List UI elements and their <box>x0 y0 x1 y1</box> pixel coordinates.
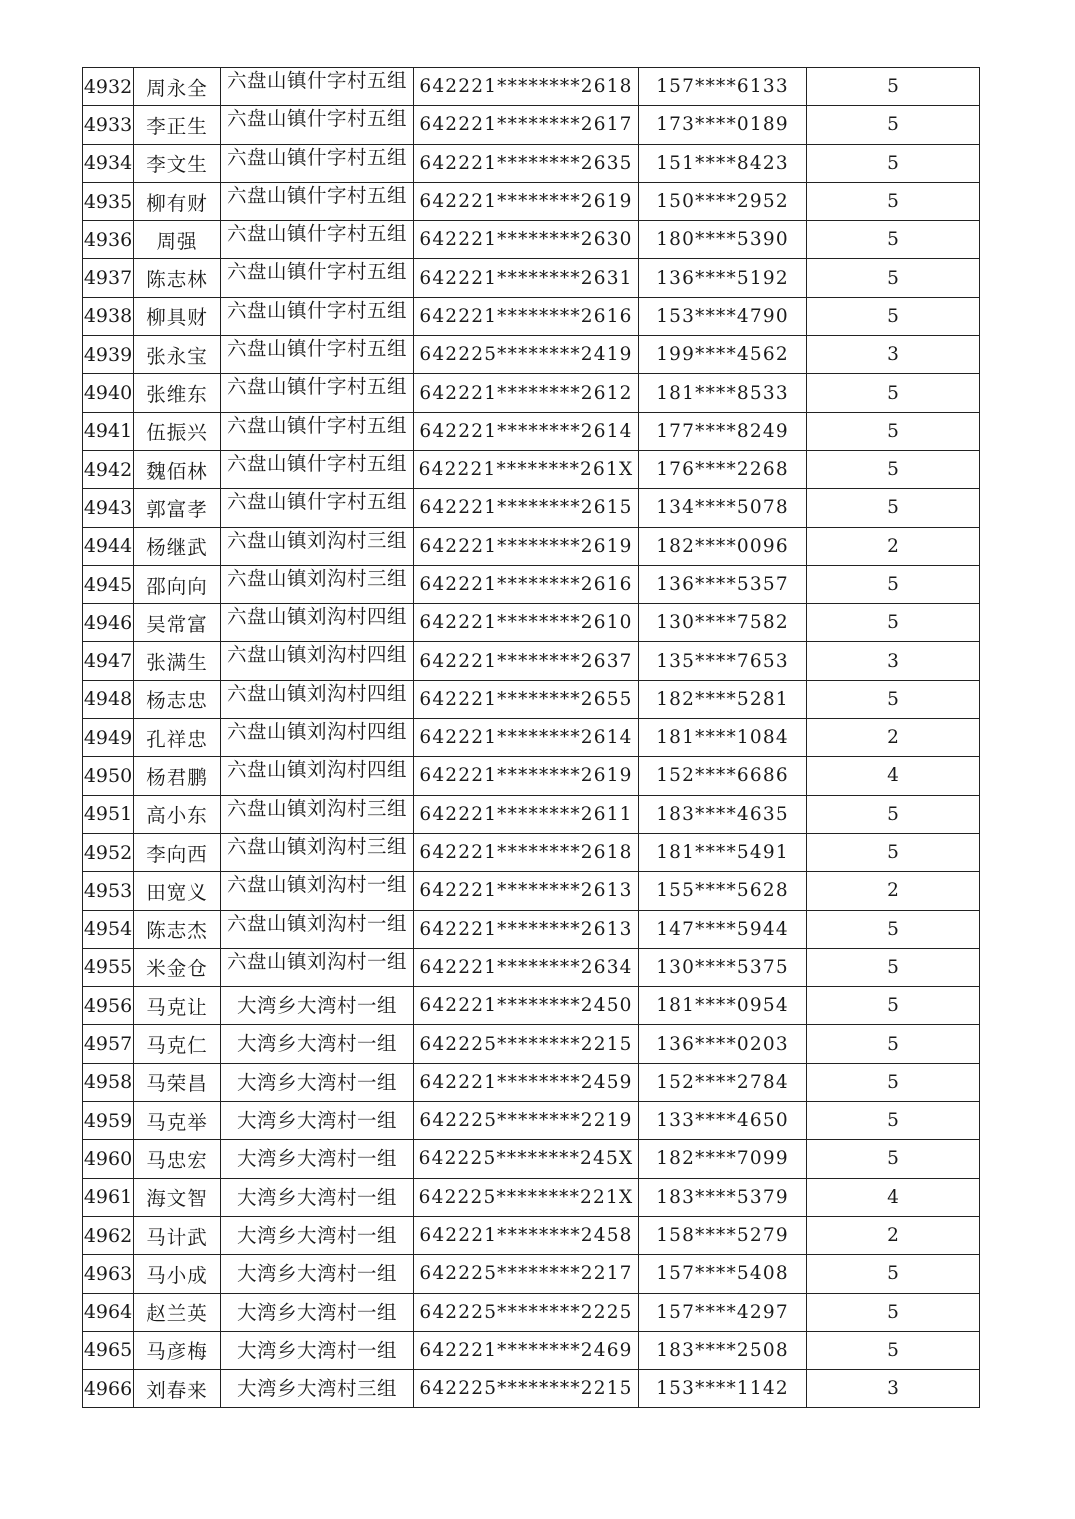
person-name-cell: 孔祥忠 <box>134 719 221 757</box>
phone-number-cell: 150****2952 <box>639 182 807 220</box>
row-number-cell: 4960 <box>83 1140 134 1178</box>
household-count-cell: 2 <box>807 527 980 565</box>
household-count-cell: 5 <box>807 910 980 948</box>
phone-number-cell: 181****1084 <box>639 719 807 757</box>
row-number-cell: 4964 <box>83 1293 134 1331</box>
phone-number-cell: 182****7099 <box>639 1140 807 1178</box>
address-cell <box>221 106 414 144</box>
row-number-cell: 4939 <box>83 336 134 374</box>
address-cell <box>221 987 414 1025</box>
id-number-cell: 642221********2610 <box>414 604 639 642</box>
table-row <box>83 68 980 106</box>
household-count-cell: 2 <box>807 1216 980 1254</box>
household-count-cell: 5 <box>807 604 980 642</box>
phone-number-cell: 183****2508 <box>639 1331 807 1369</box>
address-text: 六盘山镇刘沟村四组 <box>226 758 407 782</box>
phone-number-cell: 158****5279 <box>639 1216 807 1254</box>
table-row <box>83 604 980 642</box>
address-text: 大湾乡大湾村一组 <box>236 1109 397 1133</box>
table-row <box>83 833 980 871</box>
table-row <box>83 565 980 603</box>
row-number-cell: 4934 <box>83 144 134 182</box>
table-row <box>83 221 980 259</box>
row-number-cell: 4966 <box>83 1370 134 1408</box>
table-row <box>83 795 980 833</box>
address-cell <box>221 182 414 220</box>
id-number-cell: 642221********2458 <box>414 1216 639 1254</box>
person-name-cell: 赵兰英 <box>134 1293 221 1331</box>
person-name-cell: 海文智 <box>134 1178 221 1216</box>
row-number-cell: 4945 <box>83 565 134 603</box>
phone-number-cell: 181****0954 <box>639 987 807 1025</box>
address-cell <box>221 948 414 986</box>
table-row <box>83 1140 980 1178</box>
address-cell <box>221 259 414 297</box>
household-count-cell: 5 <box>807 1293 980 1331</box>
table-row <box>83 106 980 144</box>
person-name-cell: 张维东 <box>134 374 221 412</box>
row-number-cell: 4947 <box>83 642 134 680</box>
person-name-cell: 马克让 <box>134 987 221 1025</box>
address-text: 大湾乡大湾村一组 <box>236 1032 397 1056</box>
row-number-cell: 4962 <box>83 1216 134 1254</box>
id-number-cell: 642221********2613 <box>414 910 639 948</box>
person-name-cell: 马荣昌 <box>134 1063 221 1101</box>
person-name-cell: 杨继武 <box>134 527 221 565</box>
row-number-cell: 4961 <box>83 1178 134 1216</box>
row-number-cell: 4963 <box>83 1255 134 1293</box>
person-name-cell: 马计武 <box>134 1216 221 1254</box>
phone-number-cell: 157****6133 <box>639 68 807 106</box>
table-row <box>83 297 980 335</box>
phone-number-cell: 183****5379 <box>639 1178 807 1216</box>
row-number-cell: 4959 <box>83 1102 134 1140</box>
household-count-cell: 5 <box>807 259 980 297</box>
phone-number-cell: 134****5078 <box>639 489 807 527</box>
id-number-cell: 642221********2618 <box>414 68 639 106</box>
phone-number-cell: 135****7653 <box>639 642 807 680</box>
person-name-cell: 米金仓 <box>134 948 221 986</box>
address-cell <box>221 144 414 182</box>
household-count-cell: 5 <box>807 795 980 833</box>
table-row <box>83 642 980 680</box>
phone-number-cell: 130****5375 <box>639 948 807 986</box>
address-cell <box>221 910 414 948</box>
household-count-cell: 5 <box>807 1025 980 1063</box>
row-number-cell: 4965 <box>83 1331 134 1369</box>
address-cell <box>221 1293 414 1331</box>
phone-number-cell: 136****0203 <box>639 1025 807 1063</box>
row-number-cell: 4932 <box>83 68 134 106</box>
address-text: 六盘山镇什字村五组 <box>226 375 407 399</box>
address-text: 六盘山镇刘沟村三组 <box>226 834 407 858</box>
person-name-cell: 田宽义 <box>134 872 221 910</box>
phone-number-cell: 157****5408 <box>639 1255 807 1293</box>
table-row <box>83 336 980 374</box>
address-text: 大湾乡大湾村一组 <box>236 1300 397 1324</box>
address-cell <box>221 757 414 795</box>
address-text: 六盘山镇刘沟村三组 <box>226 796 407 820</box>
row-number-cell: 4953 <box>83 872 134 910</box>
phone-number-cell: 152****6686 <box>639 757 807 795</box>
id-number-cell: 642221********2612 <box>414 374 639 412</box>
household-count-cell: 5 <box>807 489 980 527</box>
row-number-cell: 4955 <box>83 948 134 986</box>
table-row <box>83 987 980 1025</box>
address-text: 六盘山镇刘沟村四组 <box>226 720 407 744</box>
person-name-cell: 周强 <box>134 221 221 259</box>
address-cell <box>221 642 414 680</box>
household-count-cell: 5 <box>807 374 980 412</box>
phone-number-cell: 182****0096 <box>639 527 807 565</box>
address-cell <box>221 1370 414 1408</box>
person-name-cell: 马忠宏 <box>134 1140 221 1178</box>
table-row <box>83 1255 980 1293</box>
id-number-cell: 642221********2631 <box>414 259 639 297</box>
person-name-cell: 刘春来 <box>134 1370 221 1408</box>
address-text: 大湾乡大湾村一组 <box>236 1070 397 1094</box>
row-number-cell: 4942 <box>83 450 134 488</box>
address-cell <box>221 450 414 488</box>
phone-number-cell: 157****4297 <box>639 1293 807 1331</box>
phone-number-cell: 199****4562 <box>639 336 807 374</box>
address-cell <box>221 336 414 374</box>
household-count-cell: 5 <box>807 1331 980 1369</box>
row-number-cell: 4946 <box>83 604 134 642</box>
person-name-cell: 李文生 <box>134 144 221 182</box>
household-count-cell: 5 <box>807 833 980 871</box>
address-text: 六盘山镇什字村五组 <box>226 413 407 437</box>
id-number-cell: 642221********2618 <box>414 833 639 871</box>
person-name-cell: 邵向向 <box>134 565 221 603</box>
address-cell <box>221 680 414 718</box>
address-text: 六盘山镇什字村五组 <box>226 451 407 475</box>
address-cell <box>221 1178 414 1216</box>
address-text: 大湾乡大湾村一组 <box>236 1262 397 1286</box>
address-text: 大湾乡大湾村一组 <box>236 1338 397 1362</box>
person-name-cell: 杨志忠 <box>134 680 221 718</box>
address-cell <box>221 604 414 642</box>
household-count-cell: 5 <box>807 144 980 182</box>
row-number-cell: 4944 <box>83 527 134 565</box>
address-cell <box>221 719 414 757</box>
address-text: 六盘山镇什字村五组 <box>226 490 407 514</box>
id-number-cell: 642225********2215 <box>414 1025 639 1063</box>
household-count-cell: 5 <box>807 1063 980 1101</box>
id-number-cell: 642221********2614 <box>414 719 639 757</box>
household-count-cell: 5 <box>807 1255 980 1293</box>
address-text: 大湾乡大湾村一组 <box>236 1185 397 1209</box>
address-text: 六盘山镇刘沟村一组 <box>226 911 407 935</box>
address-cell <box>221 1331 414 1369</box>
address-cell <box>221 412 414 450</box>
table-row <box>83 680 980 718</box>
address-text: 六盘山镇什字村五组 <box>226 337 407 361</box>
roster-table <box>82 67 980 1408</box>
household-count-cell: 3 <box>807 642 980 680</box>
id-number-cell: 642221********2619 <box>414 527 639 565</box>
person-name-cell: 马克举 <box>134 1102 221 1140</box>
id-number-cell: 642221********2630 <box>414 221 639 259</box>
id-number-cell: 642221********2619 <box>414 757 639 795</box>
address-cell <box>221 1025 414 1063</box>
id-number-cell: 642221********2634 <box>414 948 639 986</box>
table-row <box>83 719 980 757</box>
table-row <box>83 1063 980 1101</box>
address-cell <box>221 872 414 910</box>
person-name-cell: 柳有财 <box>134 182 221 220</box>
household-count-cell: 5 <box>807 565 980 603</box>
household-count-cell: 5 <box>807 450 980 488</box>
table-row <box>83 1331 980 1369</box>
table-row <box>83 527 980 565</box>
row-number-cell: 4943 <box>83 489 134 527</box>
phone-number-cell: 173****0189 <box>639 106 807 144</box>
address-cell <box>221 833 414 871</box>
household-count-cell: 3 <box>807 336 980 374</box>
household-count-cell: 2 <box>807 872 980 910</box>
row-number-cell: 4956 <box>83 987 134 1025</box>
person-name-cell: 高小东 <box>134 795 221 833</box>
row-number-cell: 4950 <box>83 757 134 795</box>
phone-number-cell: 183****4635 <box>639 795 807 833</box>
id-number-cell: 642225********221X <box>414 1178 639 1216</box>
id-number-cell: 642221********2635 <box>414 144 639 182</box>
table-row <box>83 412 980 450</box>
table-row <box>83 872 980 910</box>
table-row <box>83 757 980 795</box>
address-text: 六盘山镇刘沟村三组 <box>226 566 407 590</box>
phone-number-cell: 182****5281 <box>639 680 807 718</box>
address-text: 六盘山镇什字村五组 <box>226 145 407 169</box>
address-text: 大湾乡大湾村三组 <box>236 1377 397 1401</box>
household-count-cell: 3 <box>807 1370 980 1408</box>
address-cell <box>221 1063 414 1101</box>
phone-number-cell: 130****7582 <box>639 604 807 642</box>
row-number-cell: 4952 <box>83 833 134 871</box>
table-row <box>83 1370 980 1408</box>
id-number-cell: 642221********2459 <box>414 1063 639 1101</box>
person-name-cell: 马彦梅 <box>134 1331 221 1369</box>
household-count-cell: 5 <box>807 297 980 335</box>
phone-number-cell: 151****8423 <box>639 144 807 182</box>
phone-number-cell: 181****5491 <box>639 833 807 871</box>
household-count-cell: 5 <box>807 182 980 220</box>
table-row <box>83 450 980 488</box>
id-number-cell: 642221********2614 <box>414 412 639 450</box>
household-count-cell: 5 <box>807 680 980 718</box>
id-number-cell: 642221********2469 <box>414 1331 639 1369</box>
table-row <box>83 1216 980 1254</box>
table-row <box>83 1102 980 1140</box>
row-number-cell: 4938 <box>83 297 134 335</box>
address-text: 大湾乡大湾村一组 <box>236 994 397 1018</box>
address-text: 大湾乡大湾村一组 <box>236 1147 397 1171</box>
household-count-cell: 4 <box>807 757 980 795</box>
address-text: 六盘山镇什字村五组 <box>226 222 407 246</box>
id-number-cell: 642221********2619 <box>414 182 639 220</box>
person-name-cell: 马克仁 <box>134 1025 221 1063</box>
phone-number-cell: 147****5944 <box>639 910 807 948</box>
person-name-cell: 张满生 <box>134 642 221 680</box>
table-row <box>83 910 980 948</box>
id-number-cell: 642225********2419 <box>414 336 639 374</box>
person-name-cell: 郭富孝 <box>134 489 221 527</box>
address-text: 六盘山镇刘沟村四组 <box>226 643 407 667</box>
id-number-cell: 642221********2615 <box>414 489 639 527</box>
household-count-cell: 2 <box>807 719 980 757</box>
address-cell <box>221 489 414 527</box>
household-count-cell: 5 <box>807 1140 980 1178</box>
row-number-cell: 4941 <box>83 412 134 450</box>
address-cell <box>221 1140 414 1178</box>
row-number-cell: 4937 <box>83 259 134 297</box>
address-cell <box>221 374 414 412</box>
address-cell <box>221 68 414 106</box>
person-name-cell: 吴常富 <box>134 604 221 642</box>
table-row <box>83 489 980 527</box>
id-number-cell: 642221********2616 <box>414 565 639 603</box>
row-number-cell: 4957 <box>83 1025 134 1063</box>
person-name-cell: 陈志林 <box>134 259 221 297</box>
person-name-cell: 李正生 <box>134 106 221 144</box>
id-number-cell: 642221********2616 <box>414 297 639 335</box>
phone-number-cell: 176****2268 <box>639 450 807 488</box>
person-name-cell: 张永宝 <box>134 336 221 374</box>
address-cell <box>221 1102 414 1140</box>
phone-number-cell: 152****2784 <box>639 1063 807 1101</box>
id-number-cell: 642221********2655 <box>414 680 639 718</box>
phone-number-cell: 180****5390 <box>639 221 807 259</box>
person-name-cell: 魏佰林 <box>134 450 221 488</box>
table-row <box>83 374 980 412</box>
address-text: 六盘山镇刘沟村四组 <box>226 605 407 629</box>
address-text: 六盘山镇刘沟村三组 <box>226 528 407 552</box>
phone-number-cell: 177****8249 <box>639 412 807 450</box>
person-name-cell: 柳具财 <box>134 297 221 335</box>
household-count-cell: 5 <box>807 987 980 1025</box>
address-text: 六盘山镇什字村五组 <box>226 183 407 207</box>
id-number-cell: 642221********2637 <box>414 642 639 680</box>
table-row <box>83 1178 980 1216</box>
table-row <box>83 144 980 182</box>
id-number-cell: 642225********2225 <box>414 1293 639 1331</box>
row-number-cell: 4949 <box>83 719 134 757</box>
address-text: 六盘山镇刘沟村一组 <box>226 949 407 973</box>
address-cell <box>221 565 414 603</box>
roster-table-body <box>83 68 980 1408</box>
person-name-cell: 周永全 <box>134 68 221 106</box>
address-text: 六盘山镇刘沟村四组 <box>226 681 407 705</box>
household-count-cell: 5 <box>807 68 980 106</box>
phone-number-cell: 153****4790 <box>639 297 807 335</box>
person-name-cell: 伍振兴 <box>134 412 221 450</box>
row-number-cell: 4948 <box>83 680 134 718</box>
phone-number-cell: 136****5192 <box>639 259 807 297</box>
table-row <box>83 948 980 986</box>
row-number-cell: 4940 <box>83 374 134 412</box>
id-number-cell: 642221********2613 <box>414 872 639 910</box>
address-cell <box>221 795 414 833</box>
phone-number-cell: 153****1142 <box>639 1370 807 1408</box>
address-cell <box>221 1255 414 1293</box>
row-number-cell: 4935 <box>83 182 134 220</box>
table-row <box>83 182 980 220</box>
row-number-cell: 4958 <box>83 1063 134 1101</box>
household-count-cell: 5 <box>807 948 980 986</box>
person-name-cell: 杨君鹏 <box>134 757 221 795</box>
address-cell <box>221 527 414 565</box>
id-number-cell: 642221********2617 <box>414 106 639 144</box>
row-number-cell: 4936 <box>83 221 134 259</box>
row-number-cell: 4954 <box>83 910 134 948</box>
table-row <box>83 1025 980 1063</box>
household-count-cell: 5 <box>807 1102 980 1140</box>
id-number-cell: 642221********2611 <box>414 795 639 833</box>
id-number-cell: 642225********2217 <box>414 1255 639 1293</box>
household-count-cell: 5 <box>807 106 980 144</box>
id-number-cell: 642225********2219 <box>414 1102 639 1140</box>
row-number-cell: 4933 <box>83 106 134 144</box>
phone-number-cell: 181****8533 <box>639 374 807 412</box>
id-number-cell: 642221********2450 <box>414 987 639 1025</box>
address-text: 六盘山镇刘沟村一组 <box>226 873 407 897</box>
address-text: 六盘山镇什字村五组 <box>226 69 407 92</box>
household-count-cell: 4 <box>807 1178 980 1216</box>
address-cell <box>221 1216 414 1254</box>
household-count-cell: 5 <box>807 412 980 450</box>
address-cell <box>221 221 414 259</box>
person-name-cell: 马小成 <box>134 1255 221 1293</box>
address-text: 大湾乡大湾村一组 <box>236 1223 397 1247</box>
household-count-cell: 5 <box>807 221 980 259</box>
phone-number-cell: 136****5357 <box>639 565 807 603</box>
address-cell <box>221 297 414 335</box>
table-row <box>83 259 980 297</box>
address-text: 六盘山镇什字村五组 <box>226 298 407 322</box>
id-number-cell: 642221********261X <box>414 450 639 488</box>
address-text: 六盘山镇什字村五组 <box>226 260 407 284</box>
phone-number-cell: 155****5628 <box>639 872 807 910</box>
address-text: 六盘山镇什字村五组 <box>226 107 407 131</box>
person-name-cell: 陈志杰 <box>134 910 221 948</box>
table-row <box>83 1293 980 1331</box>
row-number-cell: 4951 <box>83 795 134 833</box>
phone-number-cell: 133****4650 <box>639 1102 807 1140</box>
id-number-cell: 642225********2215 <box>414 1370 639 1408</box>
id-number-cell: 642225********245X <box>414 1140 639 1178</box>
person-name-cell: 李向西 <box>134 833 221 871</box>
